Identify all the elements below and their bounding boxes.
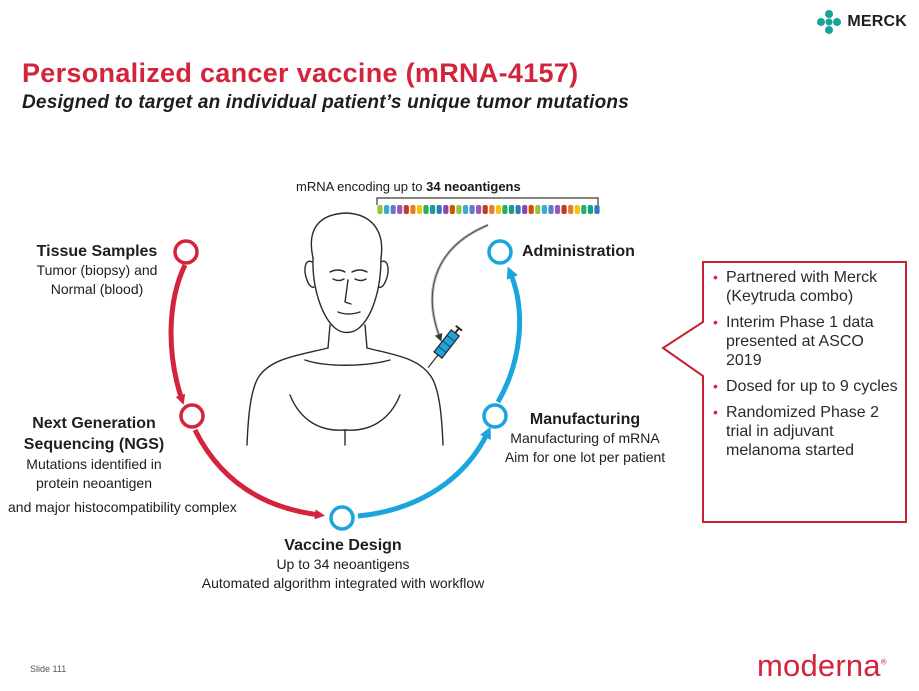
node-administration	[489, 241, 511, 263]
moderna-logo-text: moderna	[757, 648, 881, 683]
step-text: Normal (blood)	[50, 281, 144, 297]
mrna-bead	[443, 205, 448, 214]
mrna-bead	[450, 205, 455, 214]
step-title: Tissue Samples	[36, 243, 158, 260]
mrna-bead	[581, 205, 586, 214]
node-vaccine-design	[331, 507, 353, 529]
mrna-bead	[575, 205, 580, 214]
mrna-bead	[548, 205, 553, 214]
step-administration-title: Administration	[522, 243, 635, 260]
callout-item: • Dosed for up to 9 cycles	[712, 377, 898, 396]
mrna-bead	[391, 205, 396, 214]
blue-flow-arrow-2	[498, 272, 520, 402]
mrna-bead	[535, 205, 540, 214]
mrna-bead	[529, 205, 534, 214]
mrna-bead	[496, 205, 501, 214]
mrna-bead	[404, 205, 409, 214]
step-title: Vaccine Design	[284, 537, 402, 554]
mrna-bead	[522, 205, 527, 214]
syringe-icon	[424, 325, 463, 371]
mrna-to-syringe-arrow	[432, 225, 488, 338]
mrna-bead	[555, 205, 560, 214]
mrna-bead	[430, 205, 435, 214]
mrna-bracket	[377, 198, 598, 205]
mrna-bead	[470, 205, 475, 214]
step-text: protein neoantigen	[36, 475, 152, 491]
mrna-bead	[516, 205, 521, 214]
mrna-bead	[502, 205, 507, 214]
step-text: Up to 34 neoantigens	[276, 556, 410, 572]
step-title: Next Generation	[32, 415, 156, 432]
blue-flow-arrow-1	[358, 432, 488, 516]
mrna-bead	[489, 205, 494, 214]
page-title: Personalized cancer vaccine (mRNA-4157)	[22, 58, 579, 88]
mrna-bead	[509, 205, 514, 214]
callout-list	[712, 268, 898, 467]
mrna-bead	[568, 205, 573, 214]
mrna-bead	[423, 205, 428, 214]
mrna-bead	[483, 205, 488, 214]
callout-item: • Partnered with Merck (Keytruda combo)	[712, 268, 898, 306]
callout-item: • Interim Phase 1 data presented at ASCO 2019	[712, 313, 898, 370]
step-manufacturing	[490, 411, 680, 467]
step-title: Sequencing (NGS)	[23, 436, 165, 453]
mrna-bead	[463, 205, 468, 214]
mrna-bead	[410, 205, 415, 214]
step-title: Manufacturing	[529, 411, 641, 428]
step-text: Mutations identified in	[26, 456, 162, 472]
step-tissue-samples	[22, 243, 172, 299]
mrna-caption	[296, 179, 521, 194]
page-subtitle: Designed to target an individual patient’s unique tumor mutations	[22, 92, 629, 113]
mrna-bead	[588, 205, 593, 214]
step-text: Tumor (biopsy) and	[36, 262, 158, 278]
mrna-bead	[417, 205, 422, 214]
mrna-bead	[594, 205, 599, 214]
callout-item: • Randomized Phase 2 trial in adjuvant melanoma started	[712, 403, 898, 460]
step-text: Automated algorithm integrated with workflow	[201, 575, 485, 591]
mrna-bead	[377, 205, 382, 214]
step-ngs	[0, 413, 188, 493]
mrna-neoantigen-beads	[377, 205, 599, 214]
mrna-caption-bold: 34 neoantigens	[426, 179, 521, 194]
mrna-bead	[384, 205, 389, 214]
step-vaccine-design	[168, 537, 518, 593]
node-tissue-samples	[175, 241, 197, 263]
moderna-logo: moderna®	[757, 648, 887, 683]
mrna-bead	[542, 205, 547, 214]
patient-outline	[247, 213, 443, 445]
red-flow-arrow-1	[171, 265, 185, 400]
mrna-bead	[456, 205, 461, 214]
step-text: Aim for one lot per patient	[504, 449, 666, 465]
merck-logo-text: MERCK	[847, 13, 907, 30]
mrna-bead	[562, 205, 567, 214]
mrna-bead	[437, 205, 442, 214]
mrna-bead	[476, 205, 481, 214]
step-text: Manufacturing of mRNA	[510, 430, 660, 446]
step-text: and major histocompatibility complex	[8, 499, 237, 515]
slide-number: Slide 111	[30, 664, 67, 674]
mrna-bead	[397, 205, 402, 214]
mrna-caption-prefix: mRNA encoding up to	[296, 179, 423, 194]
